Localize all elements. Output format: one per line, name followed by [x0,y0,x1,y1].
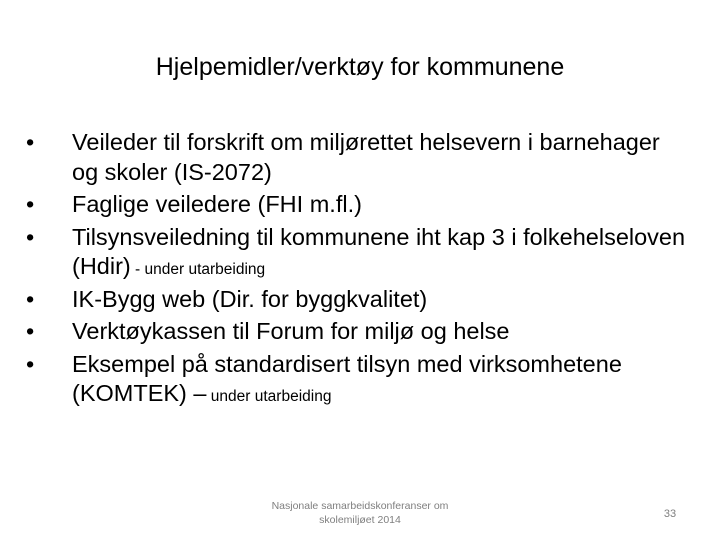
bullet-text: Faglige veiledere (FHI m.fl.) [72,191,362,217]
slide-title: Hjelpemidler/verktøy for kommunene [155,53,565,81]
bullet-icon: • [26,223,35,250]
bullet-text: Eksempel på standardisert tilsyn med virksomhetene (KOMTEK) – [72,350,622,406]
footer-text [240,500,480,527]
bullet-icon: • [26,318,35,344]
bullet-list [26,128,686,412]
bullet-text: Veileder til forskrift om miljørettet helsevern i barnehager og skoler (IS-2072) [72,129,660,185]
bullet-icon: • [26,350,35,377]
list-item [26,223,686,285]
list-item [26,128,686,190]
list-item [26,285,686,318]
bullet-note: - under utarbeiding [130,261,266,278]
page-number: 33 [663,508,677,520]
bullet-icon: • [26,129,35,155]
footer-line: Nasjonale samarbeidskonferanser om [271,500,449,512]
bullet-text: Verktøykassen til Forum for miljø og helse [72,318,510,344]
list-item [26,190,686,223]
bullet-text: Tilsynsveiledning til kommunene iht kap 3 i folkehelseloven (Hdir) [72,223,686,279]
footer-line: skolemiljøet 2014 [319,513,401,526]
bullet-icon: • [26,191,35,217]
list-item [26,350,686,412]
bullet-note: under utarbeiding [206,388,332,405]
bullet-icon: • [26,285,35,312]
bullet-text: IK-Bygg web (Dir. for byggkvalitet) [72,285,428,312]
list-item [26,317,686,350]
